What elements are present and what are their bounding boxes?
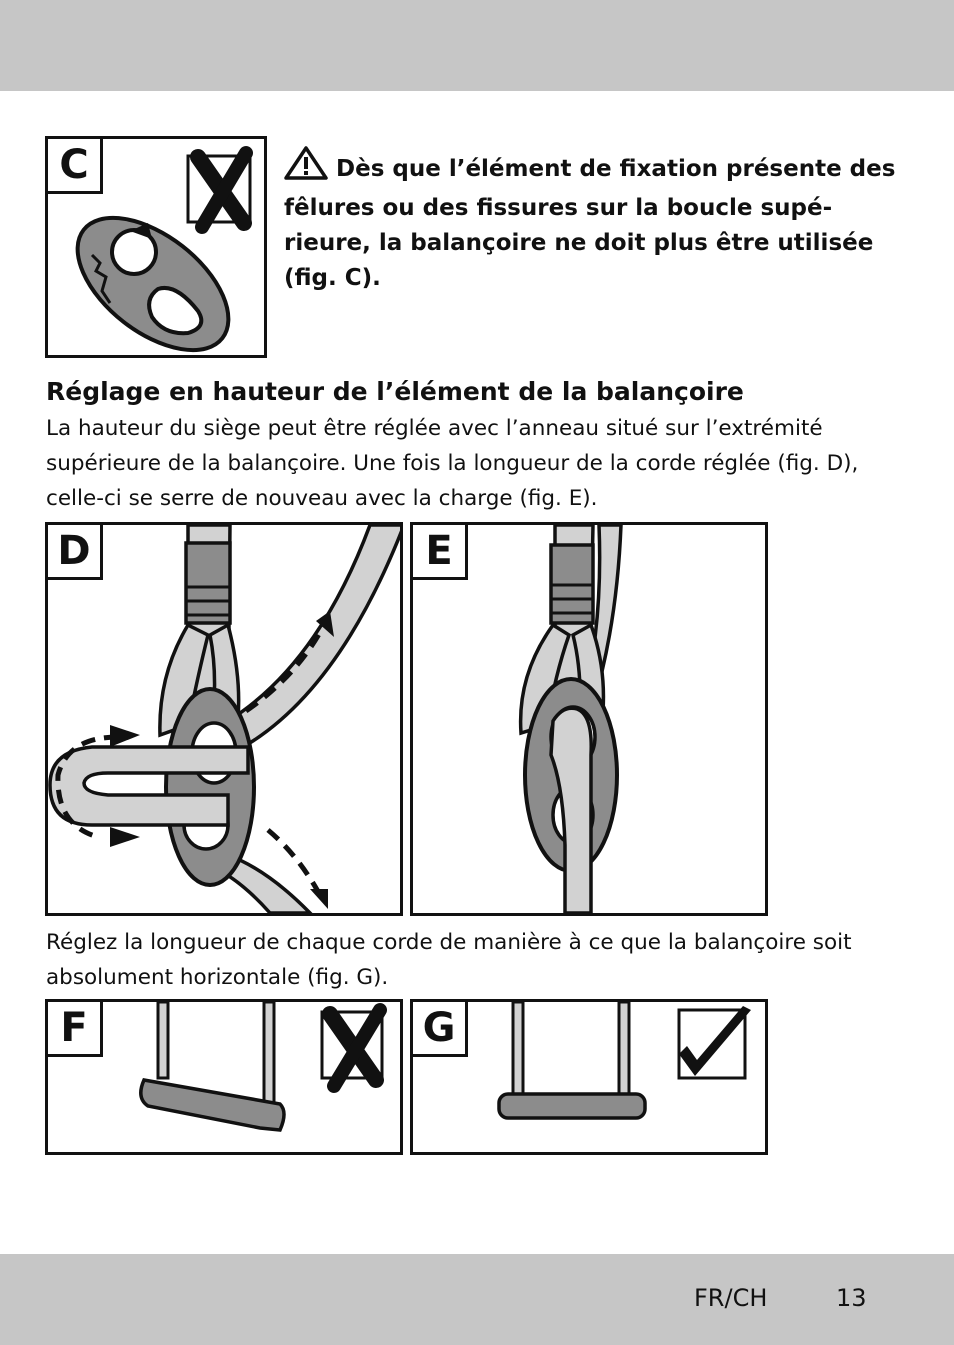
footer-page-number: 13 [836,1284,867,1312]
figure-e [410,522,768,916]
figure-e-label: E [410,522,468,580]
cross-icon [322,1010,382,1086]
figure-g [410,999,768,1155]
figure-d-label: D [45,522,103,580]
footer-band [0,1254,954,1345]
figure-g-label: G [410,999,468,1057]
figure-c-label: C [45,136,103,194]
header-band [0,0,954,91]
section-heading: Réglage en hauteur de l’élément de la balançoire [46,377,744,406]
warning-triangle-icon [284,146,328,191]
figure-c [45,136,267,358]
checkmark-icon [679,1006,751,1078]
swing-ropes [513,1002,629,1096]
figure-f-label: F [45,999,103,1057]
warning-notice [284,146,914,296]
paragraph-height-adjust: La hauteur du siège peut être réglée avec l’anneau situé sur l’extrémité supérieure de la balançoire. Une fois la longueur de la corde réglée (fig. D), celle-ci se serre de nouveau avec la charge (fig. E). [46,416,859,511]
figure-f [45,999,403,1155]
figure-d-illustration [48,525,400,913]
figure-e-illustration [413,525,765,913]
cross-icon [188,153,250,227]
fastener [166,689,254,885]
paragraph-horizontal: Réglez la longueur de chaque corde de manière à ce que la balançoire soit absolument horizontale (fig. G). [46,930,852,990]
footer-language: FR/CH [694,1284,768,1312]
warning-text: Dès que l’élément de fixation présente des fêlures ou des fissures sur la boucle supé-rieure, la balançoire ne doit plus être utilisée (fig. C). [284,156,896,291]
figure-d [45,522,403,916]
swing-seat-level [499,1094,645,1118]
